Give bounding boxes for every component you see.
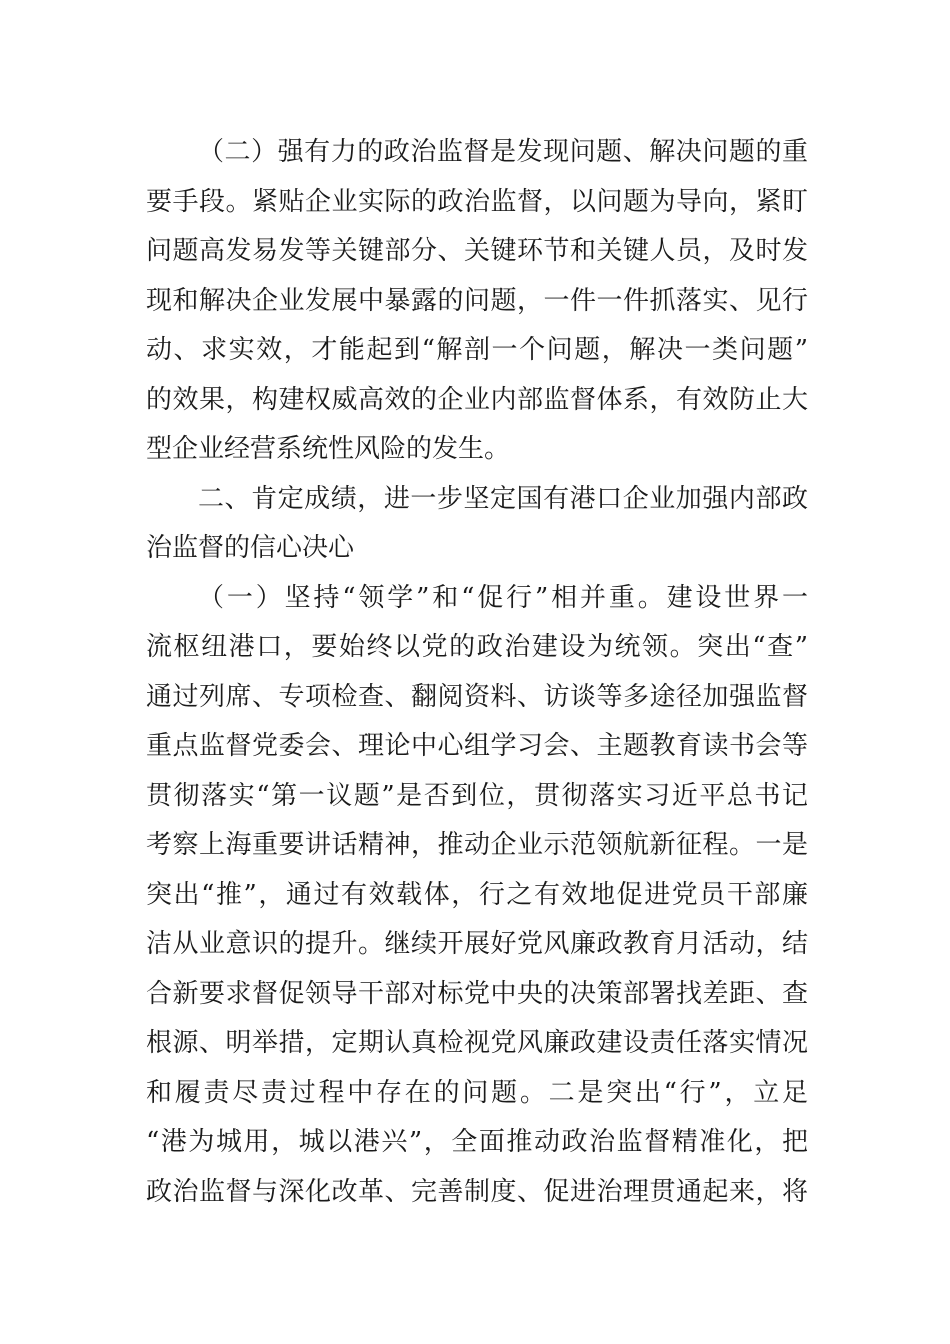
text-line: 要手段。紧贴企业实际的政治监督，以问题为导向，紧盯 [146,186,808,217]
text-line: 型企业经营系统性风险的发生。 [146,434,511,464]
text-line: 考察上海重要讲话精神，推动企业示范领航新征程。一是 [146,830,808,860]
text-line: 流枢纽港口，要始终以党的政治建设为统领。突出“查” [146,632,808,662]
text-line: “港为城用，城以港兴”，全面推动政治监督精准化，把 [146,1127,808,1157]
text-line: （一）坚持“领学”和“促行”相并重。建设世界一 [198,582,808,613]
text-line: 洁从业意识的提升。继续开展好党风廉政教育月活动，结 [146,929,808,959]
section-heading-2 [146,475,808,574]
text-line: 政治监督与深化改革、完善制度、促进治理贯通起来，将 [146,1176,808,1207]
text-line: （二）强有力的政治监督是发现问题、解决问题的重 [198,137,808,167]
document-body [146,128,808,1217]
text-line: 重点监督党委会、理论中心组学习会、主题教育读书会等 [146,731,808,761]
text-line: 现和解决企业发展中暴露的问题，一件一件抓落实、见行 [146,285,808,316]
text-line: 的效果，构建权威高效的企业内部监督体系，有效防止大 [146,384,808,415]
text-line: 根源、明举措，定期认真检视党风廉政建设责任落实情况 [146,1028,808,1058]
heading-line: 治监督的信心决心 [146,533,355,563]
text-line: 通过列席、专项检查、翻阅资料、访谈等多途径加强监督 [146,681,808,712]
heading-line: 二、肯定成绩，进一步坚定国有港口企业加强内部政 [198,483,808,514]
text-line: 和履责尽责过程中存在的问题。二是突出“行”，立足 [146,1077,808,1108]
text-line: 合新要求督促领导干部对标党中央的决策部署找差距、查 [146,978,808,1009]
text-line: 贯彻落实“第一议题”是否到位，贯彻落实习近平总书记 [146,780,808,811]
text-line: 突出“推”，通过有效载体，行之有效地促进党员干部廉 [146,879,808,910]
paragraph-section-1-2 [146,128,808,475]
text-line: 问题高发易发等关键部分、关键环节和关键人员，及时发 [146,236,808,266]
text-line: 动、求实效，才能起到“解剖一个问题，解决一类问题” [146,335,808,365]
paragraph-section-2-1 [146,574,808,1218]
